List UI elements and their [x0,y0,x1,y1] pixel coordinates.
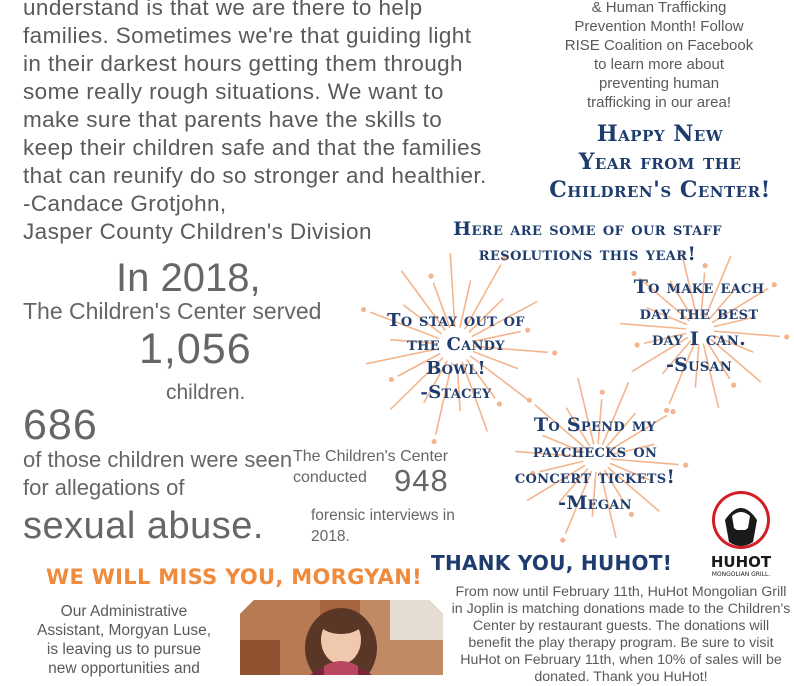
firework-spark [432,439,437,444]
huhot-heading: THANK YOU, HUHOT! [431,551,673,575]
interviews-description: forensic interviews in 2018. [311,507,455,545]
morgyan-line: new opportunities and [48,660,200,677]
quote-line: make sure that parents have the skills to [23,107,443,132]
firework-spark [560,538,565,543]
resolution-line: To stay out of [387,310,525,331]
resolution-line: day the best [639,302,759,324]
resolution-susan [626,274,772,378]
morgyan-photo-illustration [240,600,443,675]
rise-line: to learn more about [593,56,725,73]
resolution-author: -Megan [558,492,632,514]
stat-served-count: 1,056 [139,325,252,373]
rise-line: preventing human [598,75,720,92]
firework-spark [361,307,366,312]
quote-attribution-org: Jasper County Children's Division [23,219,372,244]
firework-spark [772,282,777,287]
firework-spark [784,334,789,339]
happy-line: Children's Center! [549,177,771,203]
stat-served-label: The Children's Center served [23,298,322,324]
firework-spark [428,274,433,279]
quote-line: that can reunify do so stronger and healthier. [23,163,487,188]
stat-allegation-count: 686 [23,401,98,449]
resolution-line: concert tickets! [514,466,676,488]
staff-line: resolutions this year! [478,243,697,265]
quote-attribution: -Candace Grotjohn, [23,191,227,216]
rise-line: & Human Trafficking [591,0,727,16]
happy-new-year-heading [540,120,780,204]
happy-line: Happy New [596,121,724,147]
morgyan-line: Our Administrative [60,603,188,620]
quote-line: some really rough situations. We want to [23,79,444,104]
logo-subtitle: MONGOLIAN GRILL. [711,571,771,578]
resolution-line: day I can. [651,328,747,350]
logo-wordmark: HUHOT [710,553,772,571]
quote-line: families. Sometimes we're that guiding light [23,23,472,48]
firework-spark [731,383,736,388]
stat-abuse-label: sexual abuse. [23,505,264,547]
stat-children-label: children. [166,381,246,404]
resolution-author: -Susan [665,354,733,376]
quote-line: keep their children safe and that the families [23,135,482,160]
rise-line: trafficking in our area! [587,94,731,111]
huhot-logo-icon [708,490,774,582]
morgyan-line: is leaving us to pursue [46,641,202,658]
resolution-stacey [375,309,537,405]
resolution-megan [506,412,684,516]
quote-line: in their darkest hours getting them through [23,51,463,76]
happy-line: Year from the [578,149,742,175]
resolution-line: the Candy Bowl! [407,334,505,379]
interviews-count: 948 [394,463,449,498]
rise-line: Prevention Month! Follow [574,18,744,35]
resolution-author: -Stacey [420,382,492,403]
stat-allegation-label: of those children were seen for allegations of [23,447,293,500]
resolution-line: To make each [633,276,765,298]
resolution-line: To Spend my [533,414,657,436]
firework-spark [600,390,605,395]
staff-line: Here are some of our staff [453,218,722,240]
huhot-logo [708,490,774,582]
rise-coalition-notice [548,0,770,112]
interviews-label: The Children's Center conducted [293,448,449,486]
huhot-text: From now until February 11th, HuHot Mongolian Grill in Joplin is matching donations made to the Children's Center by restaurant guests. The donations will benefit the play therapy program. Be sure to visit HuHot on February 11th, when 10% of sales will be donated. Thank you HuHot! [451,584,791,685]
rise-line: RISE Coalition on Facebook [564,37,754,54]
morgyan-line: Assistant, Morgyan Luse, [36,622,212,639]
morgyan-text [24,602,224,678]
staff-resolutions-heading [430,217,745,267]
candace-quote [23,0,543,246]
stat-year: In 2018, [116,256,261,300]
morgyan-photo [240,600,443,675]
morgyan-heading: WE WILL MISS YOU, MORGYAN! [46,565,422,589]
firework-spark [552,350,557,355]
resolution-line: paychecks on [532,440,658,462]
quote-line: understand is that we are there to help [23,0,423,20]
